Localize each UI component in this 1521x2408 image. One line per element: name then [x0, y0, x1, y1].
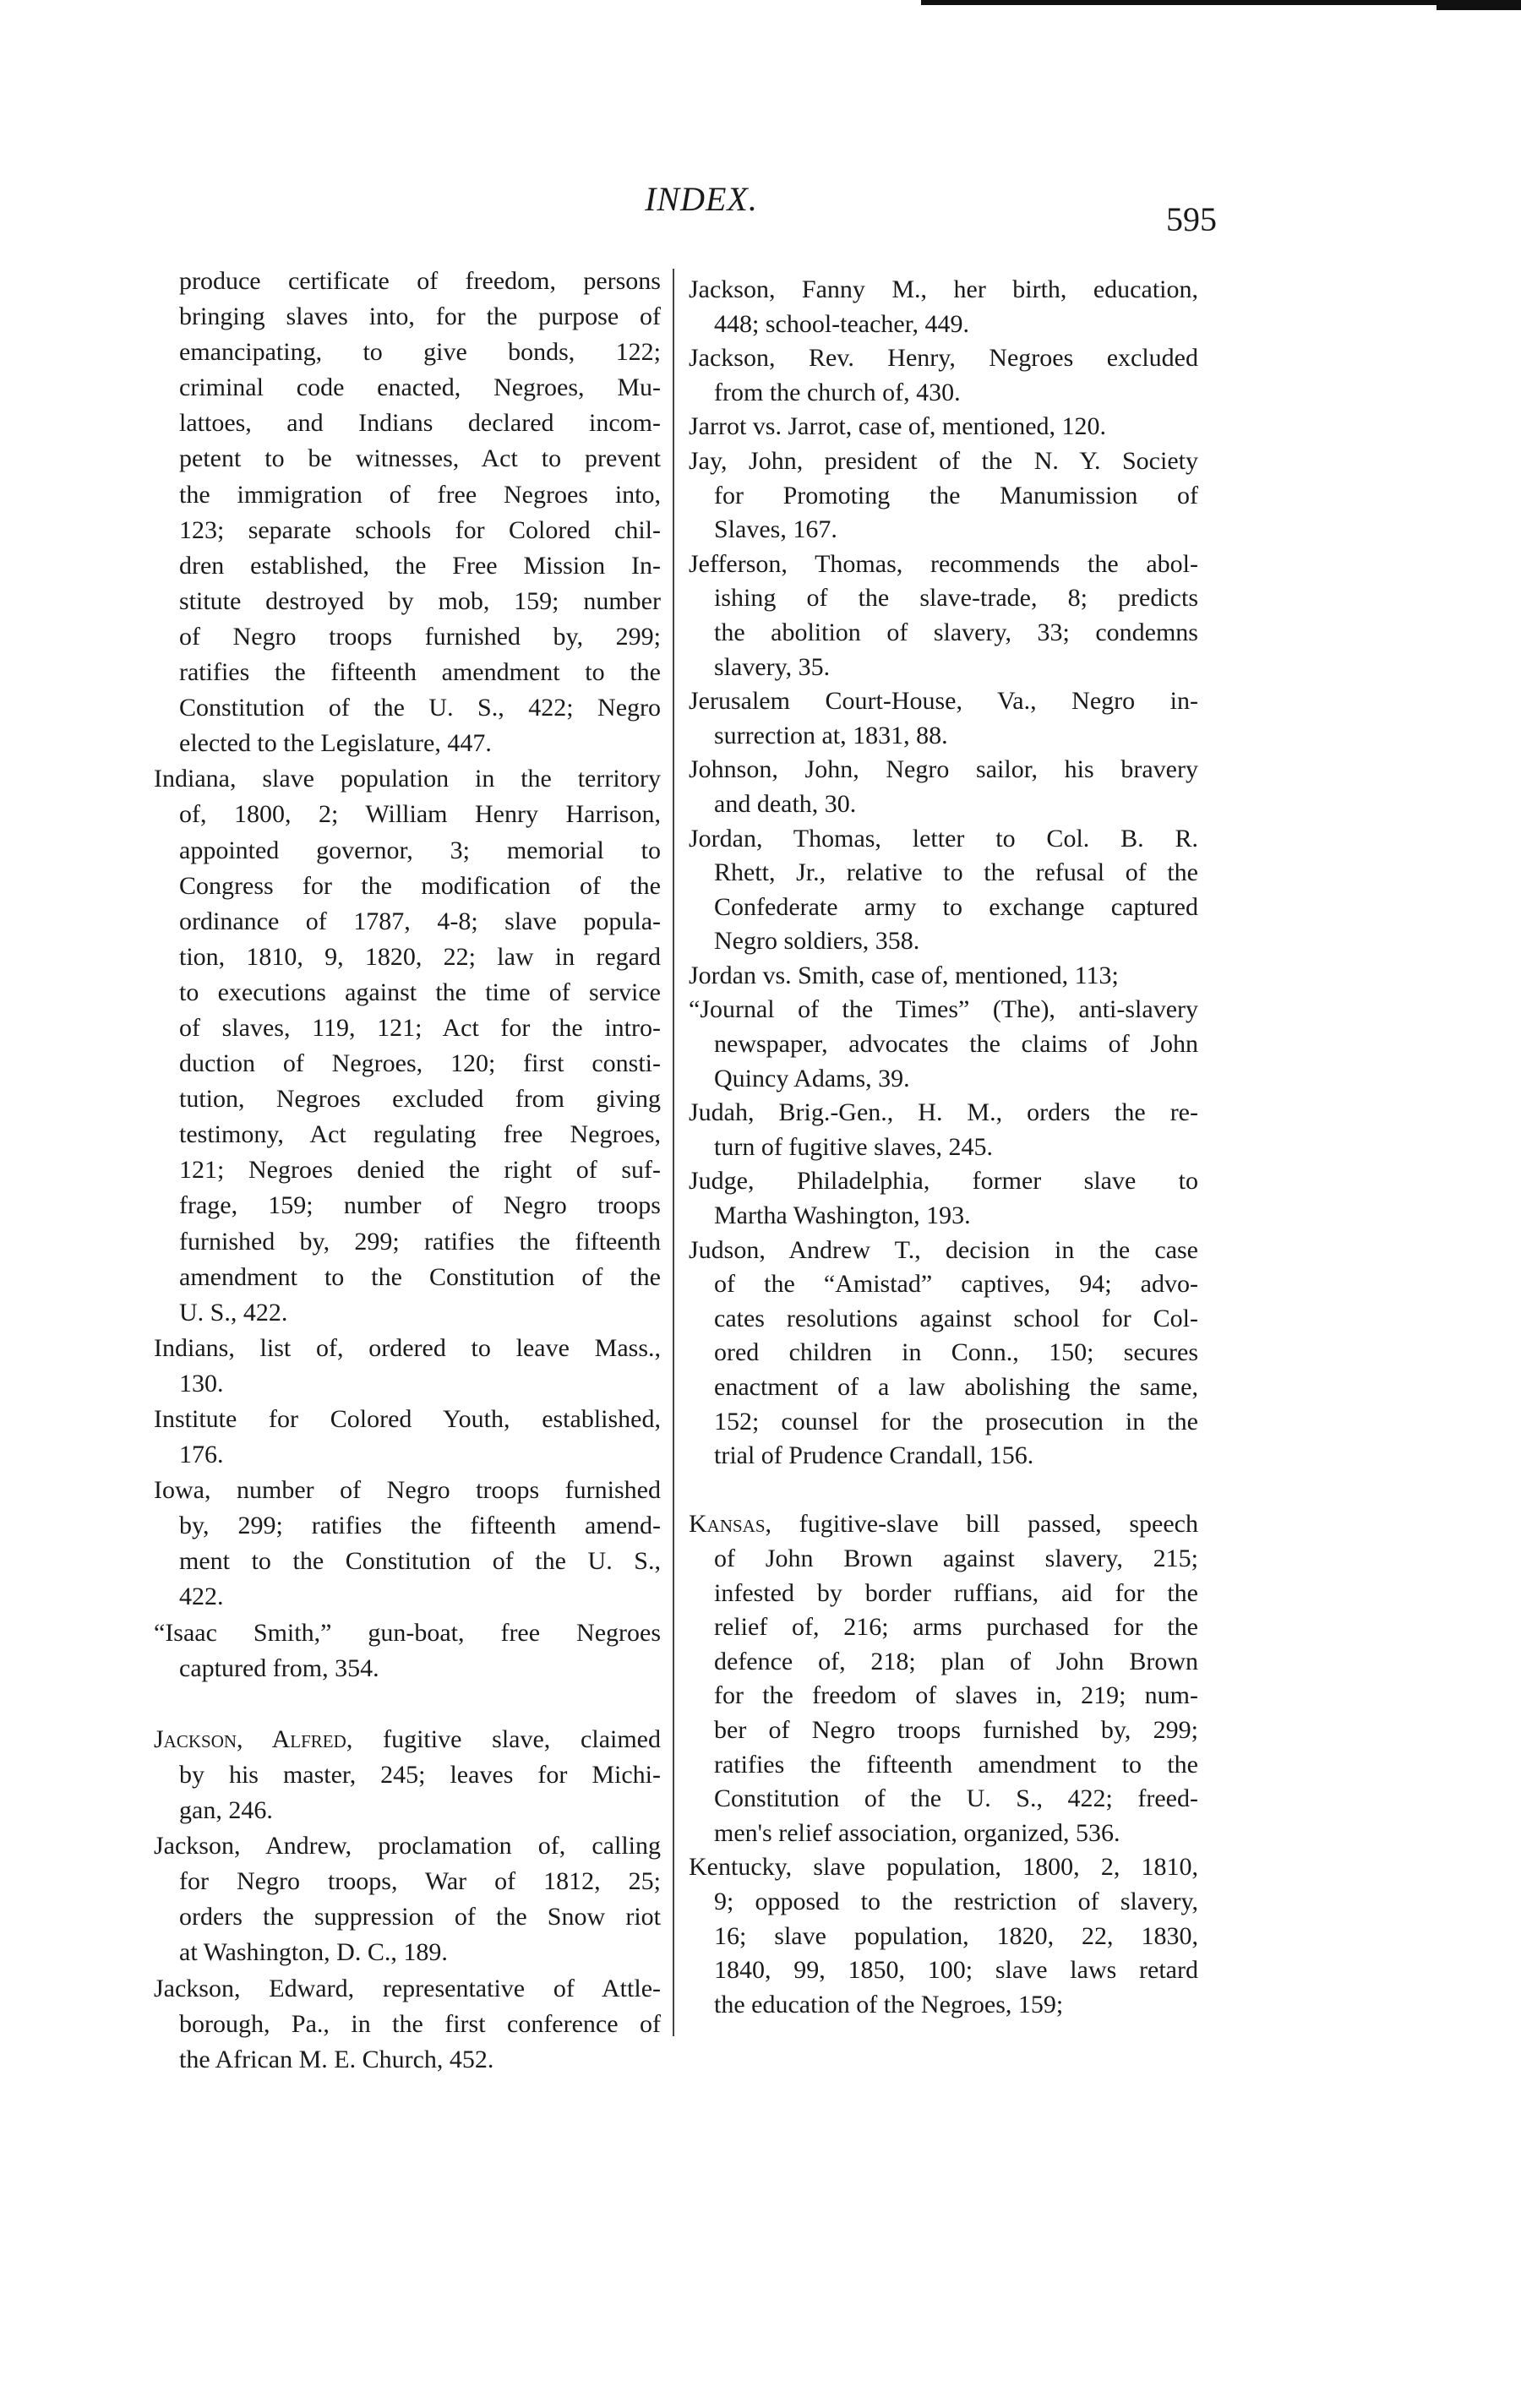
entry-headword: Jackson, Alfred	[154, 1724, 346, 1753]
index-entry	[689, 444, 1198, 548]
entry-line: cates resolutions against school for Col-	[714, 1304, 1198, 1332]
index-entry	[689, 822, 1198, 959]
entry-line: turn of fugitive slaves, 245.	[714, 1132, 993, 1161]
entry-line: Quincy Adams, 39.	[714, 1064, 910, 1092]
index-entry	[689, 410, 1198, 444]
entry-line: for Promoting the Manumission of	[714, 481, 1198, 509]
entry-line: relief of, 216; arms purchased for the	[714, 1613, 1198, 1642]
index-entry	[154, 264, 661, 761]
entry-line: emancipating, to give bonds, 122;	[179, 338, 661, 367]
index-entry	[689, 1096, 1198, 1164]
entry-line: orders the suppression of the Snow riot	[179, 1903, 661, 1931]
index-entry	[689, 341, 1198, 410]
entry-line: testimony, Act regulating free Negroes,	[179, 1120, 661, 1149]
entry-line: newspaper, advocates the claims of John	[714, 1030, 1198, 1059]
column-divider	[673, 269, 674, 2036]
index-entry	[689, 1234, 1198, 1474]
entry-line: “Journal of the Times” (The), anti-slavery	[689, 995, 1198, 1024]
entry-line: ored children in Conn., 150; secures	[714, 1338, 1198, 1367]
entry-line: by, 299; ratifies the fifteenth amend-	[179, 1512, 661, 1540]
entry-line: 9; opposed to the restriction of slavery,	[714, 1887, 1198, 1915]
entry-line: Johnson, John, Negro sailor, his bravery	[689, 755, 1198, 784]
entry-line: lattoes, and Indians declared incom-	[179, 409, 661, 438]
entry-line: Congress for the modification of the	[179, 871, 661, 900]
entry-line: defence of, 218; plan of John Brown	[714, 1647, 1198, 1675]
index-column-left	[154, 264, 661, 2078]
index-entry	[689, 959, 1198, 994]
entry-line: Jarrot vs. Jarrot, case of, mentioned, 120.	[689, 412, 1107, 441]
entry-line: the education of the Negroes, 159;	[714, 1990, 1064, 2018]
entry-line: tion, 1810, 9, 1820, 22; law in regard	[179, 942, 661, 971]
page-number: 595	[1166, 200, 1217, 238]
entry-line: 123; separate schools for Colored chil-	[179, 515, 661, 544]
entry-line: infested by border ruffians, aid for the	[714, 1578, 1198, 1607]
entry-line: 176.	[179, 1441, 224, 1469]
entry-line: duction of Negroes, 120; first consti-	[179, 1049, 661, 1078]
entry-line: Martha Washington, 193.	[714, 1201, 971, 1230]
entry-line: furnished by, 299; ratifies the fifteenth	[179, 1227, 661, 1256]
entry-line: 448; school-teacher, 449.	[714, 309, 970, 338]
entry-line: for the freedom of slaves in, 219; num-	[714, 1681, 1198, 1710]
entry-line: of slaves, 119, 121; Act for the intro-	[179, 1013, 661, 1042]
entry-line: Jackson, Andrew, proclamation of, calling	[154, 1832, 661, 1860]
entry-line: from the church of, 430.	[714, 378, 961, 406]
entry-line: Constitution of the U. S., 422; Negro	[179, 694, 661, 722]
index-entry	[154, 1722, 661, 1828]
entry-line	[689, 1474, 1198, 1508]
entry-line: to executions against the time of service	[179, 978, 661, 1006]
entry-line: ratifies the fifteenth amendment to the	[714, 1750, 1198, 1779]
entry-line: of, 1800, 2; William Henry Harrison,	[179, 800, 661, 829]
entry-line: stitute destroyed by mob, 159; number	[179, 586, 661, 615]
entry-line: borough, Pa., in the first conference of	[179, 2009, 661, 2038]
entry-line: slavery, 35.	[714, 652, 831, 681]
entry-line: the immigration of free Negroes into,	[179, 480, 661, 509]
entry-spacer	[154, 1686, 661, 1722]
entry-line: bringing slaves into, for the purpose of	[179, 302, 661, 331]
entry-line: 121; Negroes denied the right of suf-	[179, 1156, 661, 1185]
index-entry	[154, 1402, 661, 1473]
entry-line: ordinance of 1787, 4-8; slave popula-	[179, 907, 661, 935]
entry-line: captured from, 354.	[179, 1653, 379, 1682]
index-entry	[154, 1971, 661, 2078]
entry-line: of Negro troops furnished by, 299;	[179, 622, 661, 651]
index-entry	[154, 1615, 661, 1686]
entry-text: , fugitive slave, claimed	[346, 1724, 661, 1753]
scan-edge-mark	[921, 0, 1521, 5]
entry-line: ber of Negro troops furnished by, 299;	[714, 1715, 1198, 1744]
entry-line: 130.	[179, 1369, 224, 1397]
entry-line: Kentucky, slave population, 1800, 2, 1810,	[689, 1853, 1198, 1882]
index-entry	[154, 761, 661, 1331]
entry-line: Negro soldiers, 358.	[714, 927, 920, 956]
entry-line: Rhett, Jr., relative to the refusal of the	[714, 858, 1198, 887]
entry-line: Jefferson, Thomas, recommends the abol-	[689, 549, 1198, 578]
entry-line: of John Brown against slavery, 215;	[714, 1544, 1198, 1572]
entry-line: elected to the Legislature, 447.	[179, 729, 492, 758]
entry-line: Jordan, Thomas, letter to Col. B. R.	[689, 824, 1198, 853]
entry-line	[154, 1722, 661, 1757]
entry-line: appointed governor, 3; memorial to	[179, 836, 661, 864]
entry-line: of the “Amistad” captives, 94; advo-	[714, 1270, 1198, 1299]
index-column-right	[689, 273, 1198, 2022]
entry-line: by his master, 245; leaves for Michi-	[179, 1760, 661, 1789]
entry-line: dren established, the Free Mission In-	[179, 551, 661, 580]
entry-line: criminal code enacted, Negroes, Mu-	[179, 373, 661, 402]
entry-line: 16; slave population, 1820, 22, 1830,	[714, 1921, 1198, 1950]
entry-line: Judge, Philadelphia, former slave to	[689, 1167, 1198, 1196]
entry-line: Judson, Andrew T., decision in the case	[689, 1235, 1198, 1264]
entry-headword: Kansas	[689, 1510, 766, 1539]
entry-line: Indians, list of, ordered to leave Mass.,	[154, 1333, 661, 1362]
entry-line: Constitution of the U. S., 422; freed-	[714, 1784, 1198, 1813]
entry-line: 1840, 99, 1850, 100; slave laws retard	[714, 1956, 1198, 1985]
entry-line: Jackson, Edward, representative of Attle-	[154, 1974, 661, 2002]
entry-line: surrection at, 1831, 88.	[714, 721, 948, 749]
entry-line: 422.	[179, 1583, 224, 1611]
index-entry	[154, 1828, 661, 1970]
entry-line: ratifies the fifteenth amendment to the	[179, 658, 661, 687]
entry-line: ment to the Constitution of the U. S.,	[179, 1547, 661, 1576]
entry-line: frage, 159; number of Negro troops	[179, 1191, 661, 1220]
entry-text: , fugitive-slave bill passed, speech	[765, 1510, 1198, 1539]
entry-line: Jordan vs. Smith, case of, mentioned, 113;	[689, 961, 1119, 989]
entry-line: enactment of a law abolishing the same,	[714, 1373, 1198, 1401]
entry-line	[154, 1686, 661, 1722]
index-entry	[689, 273, 1198, 341]
entry-line: Jackson, Rev. Henry, Negroes excluded	[689, 344, 1198, 373]
index-entry	[154, 1473, 661, 1615]
entry-line: U. S., 422.	[179, 1298, 288, 1327]
entry-line: produce certificate of freedom, persons	[179, 267, 661, 295]
running-head: INDEX.	[645, 180, 758, 218]
entry-line: men's relief association, organized, 536.	[714, 1818, 1120, 1847]
entry-line: amendment to the Constitution of the	[179, 1262, 661, 1291]
index-entry	[689, 1164, 1198, 1233]
entry-spacer	[689, 1474, 1198, 1508]
entry-line: Jackson, Fanny M., her birth, education,	[689, 275, 1198, 303]
index-entry	[689, 753, 1198, 821]
index-entry	[689, 684, 1198, 753]
index-entry	[689, 993, 1198, 1096]
entry-line: the abolition of slavery, 33; condemns	[714, 618, 1198, 646]
entry-line: Slaves, 167.	[714, 515, 837, 544]
index-entry	[689, 548, 1198, 684]
entry-line	[689, 1507, 1198, 1542]
entry-line: “Isaac Smith,” gun-boat, free Negroes	[154, 1618, 661, 1647]
entry-line: the African M. E. Church, 452.	[179, 2045, 494, 2073]
entry-line: Confederate army to exchange captured	[714, 892, 1198, 921]
scan-edge-mark	[1436, 0, 1521, 10]
entry-line: for Negro troops, War of 1812, 25;	[179, 1867, 661, 1896]
entry-line: Institute for Colored Youth, established,	[154, 1405, 661, 1433]
index-entry	[689, 1507, 1198, 1850]
entry-line: gan, 246.	[179, 1796, 273, 1825]
entry-line: tution, Negroes excluded from giving	[179, 1085, 661, 1114]
entry-line: ishing of the slave-trade, 8; predicts	[714, 584, 1198, 613]
index-entry	[154, 1331, 661, 1402]
index-entry	[689, 1850, 1198, 2022]
entry-line: Iowa, number of Negro troops furnished	[154, 1476, 661, 1505]
entry-line: Indiana, slave population in the territory	[154, 765, 661, 793]
entry-line: Jay, John, president of the N. Y. Society	[689, 446, 1198, 475]
entry-line: 152; counsel for the prosecution in the	[714, 1407, 1198, 1436]
entry-line: and death, 30.	[714, 789, 857, 818]
entry-line: Jerusalem Court-House, Va., Negro in-	[689, 687, 1198, 716]
entry-line: Judah, Brig.-Gen., H. M., orders the re-	[689, 1098, 1198, 1127]
entry-line: at Washington, D. C., 189.	[179, 1938, 448, 1967]
entry-line: petent to be witnesses, Act to prevent	[179, 444, 661, 473]
entry-line: trial of Prudence Crandall, 156.	[714, 1441, 1034, 1470]
